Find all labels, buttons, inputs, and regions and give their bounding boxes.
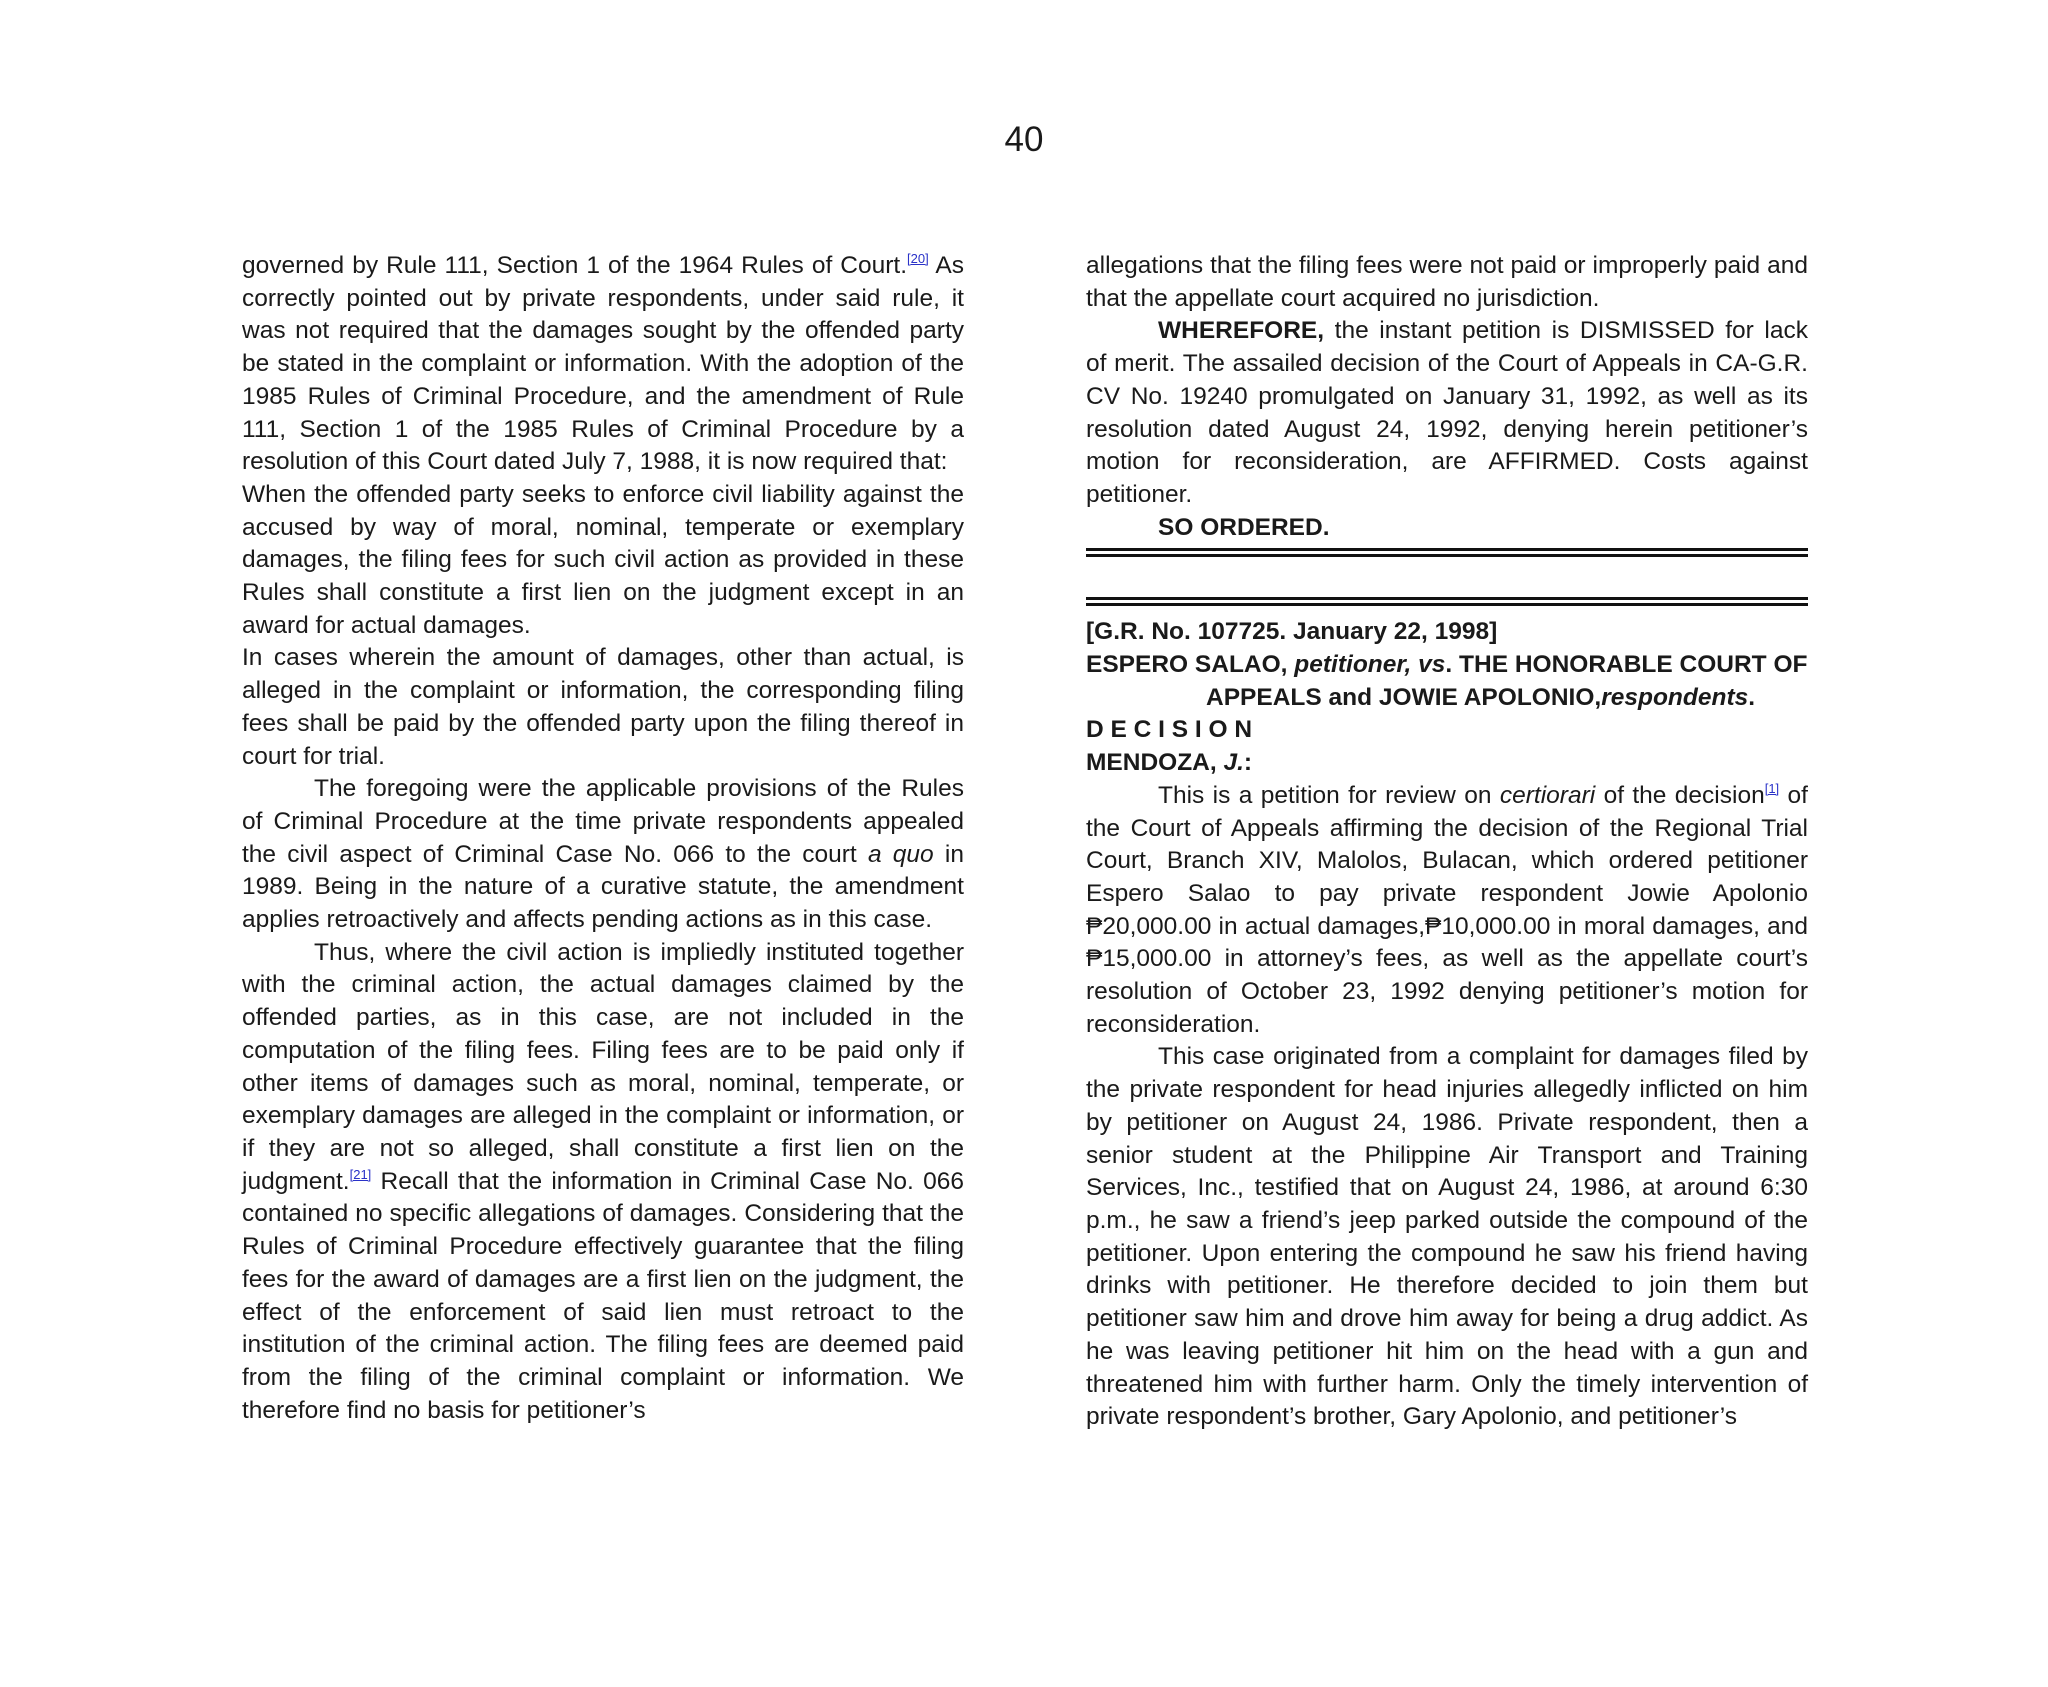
paragraph-rule-111 [242, 250, 964, 479]
right-column [1086, 250, 1808, 1434]
wherefore-label: WHEREFORE, [1158, 317, 1325, 345]
paragraph-petition [1086, 780, 1808, 1042]
divider [1086, 597, 1808, 600]
paragraph-curative-statute [242, 773, 964, 937]
case-title-text: . THE HONORABLE COURT OF [1445, 651, 1808, 679]
divider [1086, 548, 1808, 551]
paragraph-text: Thus, where the civil action is impliedly instituted together with the criminal action, the actual damages claimed by the offended parties, as in this case, are not included in the computation of the filing fees. Filing fees are to be paid only if other items of damages such as moral, nominal, temperate, or exemplary damages are alleged in the complaint or information, or if they are not so alleged, shall constitute a first lien on the judgment. [242, 938, 964, 1195]
ponente-colon: : [1243, 749, 1253, 777]
case-separator [1086, 548, 1808, 606]
case-parties [1086, 649, 1808, 682]
paragraph-text: governed by Rule 111, Section 1 of the 1964 Rules of Court. [242, 252, 908, 279]
respondent-names: APPEALS and JOWIE APOLONIO, [1206, 683, 1602, 711]
case-number: [G.R. No. 107725. January 22, 1998] [1086, 618, 1498, 646]
quoted-rule-paragraph: In cases wherein the amount of damages, other than actual, is alleged in the complaint or information, the corresponding filing fees shall be paid by the offended party upon the filing thereof in court for trial. [242, 644, 964, 770]
paragraph-text: The foregoing were the applicable provisions of the Rules of Criminal Procedure at the time private respondents appealed the civil aspect of Criminal Case No. 066 to the court [242, 775, 964, 868]
paragraph-text: of the Court of Appeals affirming the decision of the Regional Trial Court, Branch XIV, Malolos, Bulacan, which ordered petitioner Espero Salao to pay private respondent Jowie Apolonio ₱20,000.00 in actual damages,₱10,000.00 in moral damages, and ₱15,000.00 in attorney’s fees, as well as the appellate court’s resolution of October 23, 1992 denying petitioner’s motion for reconsideration. [1086, 781, 1808, 1038]
ponente [1086, 747, 1808, 780]
case-parties-continued [1086, 682, 1808, 715]
ponente-title: J. [1223, 749, 1244, 777]
footnote-link-21[interactable]: [21] [349, 1166, 372, 1182]
paragraph-allegations: allegations that the filing fees were not paid or improperly paid and that the appellate court acquired no jurisdiction. [1086, 252, 1808, 312]
paragraph-text: in 1989. Being in the nature of a curative statute, the amendment applies retroactively and affects pending actions as in this case. [242, 840, 964, 934]
italic-term: certiorari [1499, 781, 1596, 809]
case-title-text: . [1748, 683, 1756, 711]
party-role: respondents [1601, 683, 1749, 711]
quoted-rule-paragraph: When the offended party seeks to enforce civil liability against the accused by way of moral, nominal, temperate or exemplary damages, the filing fees for such civil action as provided in these Rules shall constitute a first lien on the judgment except in an award for actual damages. [242, 480, 964, 639]
decision-heading: D E C I S I O N [1086, 716, 1253, 744]
footnote-link-20[interactable]: [20] [907, 251, 929, 266]
paragraph-text: the instant petition is DISMISSED for lack of merit. The assailed decision of the Court of Appeals in CA-G.R. CV No. 19240 promulgated on January 31, 1992, as well as its resolution dated August 24, 1992, denying herein petitioner’s motion for reconsideration, are AFFIRMED. Costs against petitioner. [1086, 317, 1808, 508]
paragraph-facts: This case originated from a complaint for damages filed by the private respondent for head injuries allegedly inflicted on him by petitioner on August 24, 1986. Private respondent, then a senior student at the Philippine Air Transport and Training Services, Inc., testified that on August 24, 1986, at around 6:30 p.m., he saw a friend’s jeep parked outside the compound of the petitioner. Upon entering the compound he saw his friend having drinks with petitioner. He therefore decided to join them but petitioner saw him and drove him away for being a drug addict. As he was leaving petitioner hit him on the head with a gun and threatened him with further harm. Only the timely intervention of private respondent’s brother, Gary Apolonio, and petitioner’s [1086, 1043, 1808, 1431]
italic-term: a quo [867, 840, 934, 868]
page-number: 40 [1004, 120, 1044, 159]
paragraph-text: of the decision [1595, 781, 1765, 809]
petitioner-name: ESPERO SALAO, [1086, 651, 1288, 679]
so-ordered: SO ORDERED. [1158, 513, 1330, 541]
paragraph-text: Recall that the information in Criminal Case No. 066 contained no specific allegations of damages. Considering that the Rules of Criminal Procedure effectively guarantee that the filing fees for the award of damages are a first lien on the judgment, the effect of the enforcement of said lien must retroact to the institution of the criminal action. The filing fees are deemed paid from the filing of the criminal complaint or information. We therefore find no basis for petitioner’s [242, 1167, 964, 1424]
party-role: petitioner, vs [1287, 651, 1446, 679]
paragraph-text: This is a petition for review on [1158, 781, 1500, 809]
left-column [242, 250, 964, 1427]
ponente-name: MENDOZA, [1086, 749, 1224, 777]
paragraph-wherefore [1086, 315, 1808, 511]
paragraph-text: As correctly pointed out by private respondents, under said rule, it was not required that the damages sought by the offended party be stated in the complaint or information. With the adoption of the 1985 Rules of Criminal Procedure, and the amendment of Rule 111, Section 1 of the 1985 Rules of Criminal Procedure by a resolution of this Court dated July 7, 1988, it is now required that: [242, 252, 964, 476]
footnote-link-1[interactable]: [1] [1764, 780, 1780, 796]
paragraph-filing-fees [242, 937, 964, 1428]
